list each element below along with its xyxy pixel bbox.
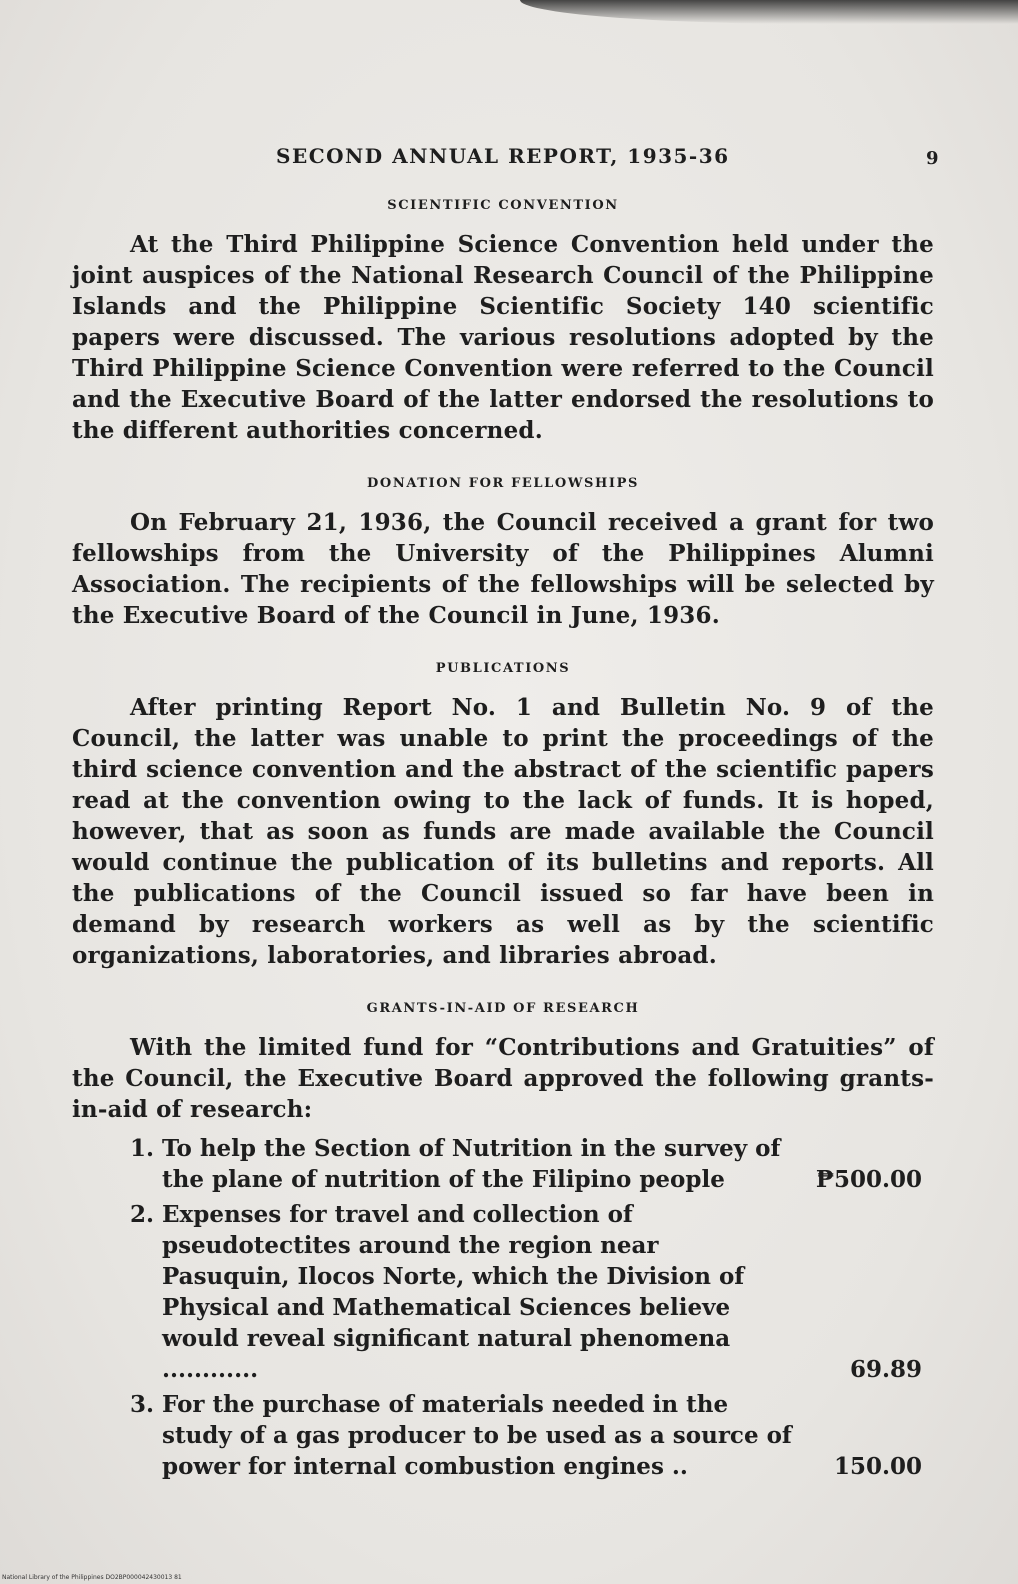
- grant-amount: ₱500.00: [815, 1166, 922, 1193]
- grant-item: [72, 1133, 934, 1195]
- grant-amount: 150.00: [833, 1453, 922, 1480]
- grant-item: [72, 1199, 934, 1385]
- page-number: 9: [926, 148, 939, 169]
- footer-credit: National Library of the Philippines DO2BP000042430013 81: [2, 1574, 182, 1581]
- grant-number: 1.: [130, 1135, 155, 1162]
- grant-description: For the purchase of materials needed in the study of a gas producer to be used as a source of power for internal combustion engines ..: [162, 1391, 792, 1480]
- grants-list: [72, 1133, 934, 1482]
- section-heading: PUBLICATIONS: [435, 661, 571, 676]
- section-heading: DONATION FOR FELLOWSHIPS: [367, 476, 639, 491]
- running-head: [0, 140, 1018, 180]
- section-donation-for-fellowships: [72, 476, 934, 631]
- grant-number: 3.: [130, 1391, 155, 1418]
- grant-number: 2.: [130, 1201, 155, 1228]
- section-heading: SCIENTIFIC CONVENTION: [387, 198, 619, 213]
- section-paragraph: After printing Report No. 1 and Bulletin No. 9 of the Council, the latter was unable to print the proceedings of the third science convention and the abstract of the scientific papers read at the convention owing to the lack of funds. It is hoped, however, that as soon as funds are made available the Council would continue the publication of its bulletins and reports. All the publications of the Council issued so far have been in demand by research workers as well as by the scientific organizations, laboratories, and libraries abroad.: [72, 694, 934, 969]
- section-heading: GRANTS-IN-AID OF RESEARCH: [366, 1001, 640, 1016]
- page-body: [72, 198, 934, 1486]
- section-publications: [72, 661, 934, 971]
- section-paragraph: On February 21, 1936, the Council received a grant for two fellowships from the University of the Philippines Alumni Association. The recipients of the fellowships will be selected by the Executive Board of the Council in June, 1936.: [72, 509, 934, 629]
- scan-edge-shadow: [520, 0, 1018, 24]
- grant-item: [72, 1389, 934, 1482]
- section-scientific-convention: [72, 198, 934, 446]
- grant-description: To help the Section of Nutrition in the survey of the plane of nutrition of the Filipino people: [162, 1135, 781, 1193]
- running-title: SECOND ANNUAL REPORT, 1935-36: [276, 144, 730, 168]
- section-paragraph: With the limited fund for “Contributions and Gratuities” of the Council, the Executive Board approved the following grants-in-aid of research:: [72, 1034, 934, 1123]
- section-grants-in-aid: [72, 1001, 934, 1482]
- grant-description: Expenses for travel and collection of pseudotectites around the region near Pasuquin, Ilocos Norte, which the Division of Physical and Mathematical Sciences believe would reveal significant natural phenomena ............: [162, 1201, 745, 1383]
- grant-amount: 69.89: [849, 1356, 922, 1383]
- section-paragraph: At the Third Philippine Science Convention held under the joint auspices of the National Research Council of the Philippine Islands and the Philippine Scientific Society 140 scientific papers were discussed. The various resolutions adopted by the Third Philippine Science Convention were referred to the Council and the Executive Board of the latter endorsed the resolutions to the different authorities concerned.: [72, 231, 934, 444]
